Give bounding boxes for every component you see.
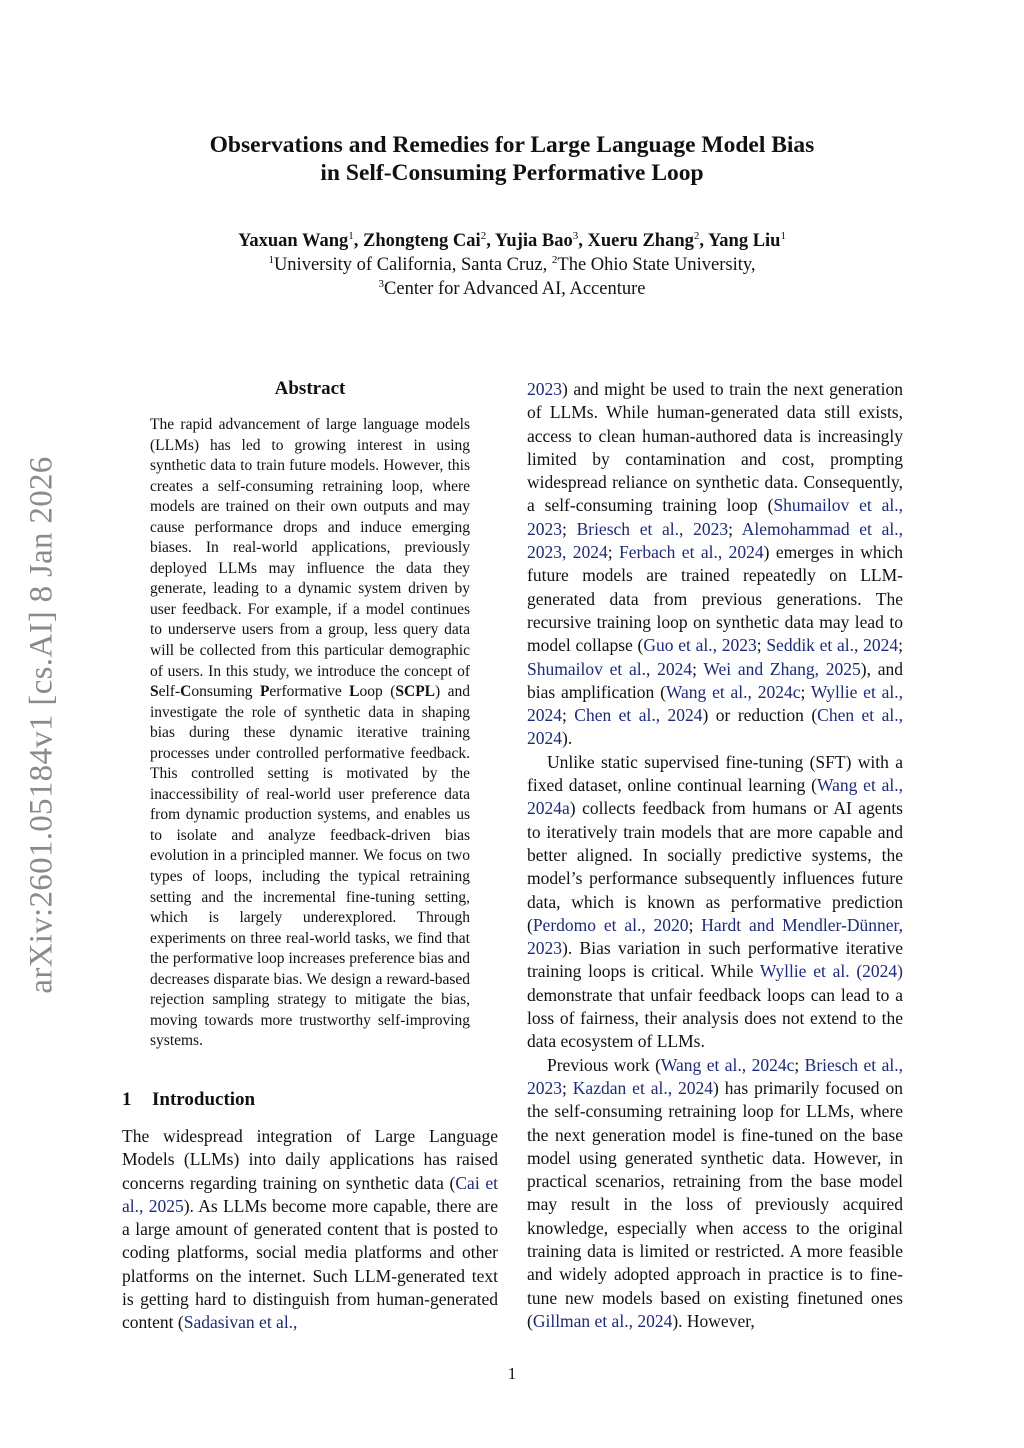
text-run: ;: [756, 635, 767, 656]
affiliation-number: 3: [378, 277, 385, 290]
author-name: Xueru Zhang: [587, 231, 694, 251]
text-run: ) and investigate the role of synthetic data in shaping bias during these dynamic iterative training processes under controlled performative feedback. This controlled setting is motivated by the inaccessibility of real-world user preference data from dynamic production systems, and enables us to isolate and analyze feedback-driven bias evolution in a principled manner. We focus on two types of loops, including the typical retraining setting and the incremental fine-tuning setting, which is largely underexplored. Through experiments on three real-world tasks, we find that the performative loop increases preference bias and decreases disparate bias. We design a reward-based rejection sampling strategy to mitigate the bias, moving towards more trustworthy self-improving systems.: [150, 683, 471, 1050]
citation-link[interactable]: Chen et al., 2024: [574, 705, 703, 726]
citation-link[interactable]: Wei and Zhang, 2025: [703, 658, 861, 679]
citation-link[interactable]: Gillman et al., 2024: [532, 1310, 673, 1331]
paper-title: [0, 131, 1024, 187]
affiliations-line-2: [0, 277, 1024, 301]
bold-text: C: [180, 683, 192, 701]
text-run: ;: [728, 518, 742, 539]
text-run: ) collects feedback from humans or AI agents to iteratively train models that are more capable and better aligned. In socially predictive systems, the model’s performance subsequently influences future data, which is known as performative prediction (: [527, 798, 903, 935]
citation-link[interactable]: Wang et al., 2024c: [660, 1054, 795, 1075]
text-run: elf-: [158, 683, 181, 701]
citation-link[interactable]: Wyllie et al., 2024: [527, 681, 903, 726]
paragraph: [527, 751, 903, 1054]
author-list: [0, 229, 1024, 253]
text-run: ). However,: [672, 1310, 755, 1331]
title-line-2: in Self-Consuming Performative Loop: [320, 160, 704, 186]
citation-link[interactable]: Cai et al., 2025: [122, 1172, 498, 1216]
author-name: Zhongteng Cai: [362, 231, 481, 251]
citation-link[interactable]: Shumailov et al., 2023: [527, 495, 903, 539]
affiliation-text: University of California, Santa Cruz,: [273, 255, 552, 275]
citation-link[interactable]: Guo et al., 2023: [643, 635, 757, 656]
text-run: onsuming: [191, 683, 260, 701]
author-separator: ,: [353, 231, 363, 251]
section-number: 1: [122, 1089, 132, 1110]
right-column-text: [527, 378, 903, 1333]
citation-link[interactable]: Perdomo et al., 2020: [532, 914, 689, 935]
citation-link[interactable]: Ferbach et al., 2024: [619, 542, 764, 563]
author-name: Yang Liu: [707, 231, 781, 251]
text-run: The widespread integration of Large Language Models (LLMs) into daily applications has raised concerns regarding training on synthetic data (: [122, 1126, 498, 1193]
text-run: oop (: [359, 683, 396, 701]
text-run: ) emerges in which future models are trained repeatedly on LLM-generated data from previous generations. The recursive training loop on synthetic data may lead to model collapse (: [527, 542, 903, 656]
author-separator: ,: [699, 231, 708, 251]
abstract-body: [150, 415, 470, 1052]
text-run: ;: [562, 705, 575, 726]
text-run: Previous work (: [547, 1054, 661, 1075]
text-run: ). Bias variation in such performative iterative training loops is critical. While: [527, 938, 903, 982]
arxiv-identifier: arXiv:2601.05184v1 [cs.AI] 8 Jan 2026: [23, 456, 60, 994]
affiliation-number: 2: [551, 253, 558, 266]
affiliation-marker: 1: [780, 229, 786, 242]
citation-link[interactable]: Shumailov et al., 2024: [527, 658, 693, 679]
citation-link[interactable]: Briesch et al., 2023: [576, 518, 729, 539]
text-run: ) and might be used to train the next generation of LLMs. While human-generated data still exists, access to clean human-authored data is increasingly limited by contamination and cost, prompting widespread reliance on synthetic data. Consequently, a self-consuming training loop (: [527, 379, 903, 516]
introduction-body: [122, 1125, 498, 1335]
text-run: demonstrate that unfair feedback loops can lead to a loss of fairness, their analysis does not extend to the data ecosystem of LLMs.: [527, 984, 903, 1052]
citation-link[interactable]: Seddik et al., 2024: [766, 635, 899, 656]
bold-text: L: [349, 683, 360, 701]
citation-link[interactable]: Wang et al., 2024a: [527, 775, 903, 819]
text-run: Unlike static supervised fine-tuning (SFT) with a fixed dataset, online continual learning (: [527, 751, 903, 796]
author-separator: ,: [486, 231, 495, 251]
affiliations-line-1: [0, 253, 1024, 277]
text-run: The rapid advancement of large language models (LLMs) has led to growing interest in using synthetic data to train future models. However, this creates a self-consuming retraining loop, where models are trained on their own outputs and may cause performance drops and induce emerging biases. In real-world applications, previously deployed LLMs may influence the data they generate, leading to a dynamic system driven by user feedback. For example, if a model continues to underserve users from a group, less query data will be collected from this particular demographic of users. In this study, we introduce the concept of: [150, 416, 470, 680]
abstract-heading: Abstract: [274, 378, 346, 399]
citation-link[interactable]: Sadasivan et al.,: [183, 1312, 298, 1333]
affiliation-number: 1: [268, 253, 274, 266]
text-run: ;: [800, 681, 811, 702]
bold-text: SCPL: [395, 683, 436, 701]
bold-text: S: [150, 683, 159, 701]
affiliation-marker: 3: [572, 229, 579, 242]
paragraph: [527, 378, 903, 751]
text-run: ;: [794, 1054, 805, 1075]
text-run: ) or reduction (: [702, 705, 818, 726]
citation-link[interactable]: Chen et al., 2024: [527, 705, 903, 749]
citation-link[interactable]: Wang et al., 2024c: [665, 681, 801, 702]
text-run: erformative: [269, 683, 350, 701]
page-number: 1: [507, 1364, 517, 1383]
section-heading-introduction: [122, 1089, 255, 1111]
text-run: ;: [562, 1077, 573, 1098]
author-name: Yujia Bao: [494, 231, 573, 251]
citation-link[interactable]: Briesch et al., 2023: [527, 1054, 903, 1098]
citation-link[interactable]: Alemohammad et al., 2023, 2024: [527, 518, 903, 563]
citation-link[interactable]: Hardt and Mendler-Dünner, 2023: [527, 914, 903, 959]
text-run: ;: [607, 542, 620, 563]
citation-link[interactable]: Wyllie et al. (2024): [759, 961, 903, 982]
affiliation-text: The Ohio State University,: [557, 255, 756, 275]
citation-link[interactable]: 2023: [527, 379, 562, 399]
author-name: Yaxuan Wang: [238, 231, 349, 251]
arxiv-sidebar: [22, 440, 62, 1010]
text-run: ).: [562, 728, 573, 749]
bold-text: P: [259, 683, 270, 701]
text-run: ;: [898, 635, 903, 656]
section-title: Introduction: [152, 1089, 256, 1110]
title-line-1: Observations and Remedies for Large Language Model Bias: [209, 132, 815, 158]
affiliation-text: Center for Advanced AI, Accenture: [384, 279, 646, 299]
affiliation-marker: 1: [348, 229, 354, 242]
author-block: [0, 229, 1024, 301]
text-run: ). As LLMs become more capable, there are a large amount of generated content that is posted to coding platforms, social media platforms and other platforms on the internet. Such LLM-generated text is getting hard to distinguish from human-generated content (: [122, 1195, 498, 1333]
text-run: ;: [688, 914, 702, 935]
text-run: ;: [692, 658, 704, 679]
citation-link[interactable]: Kazdan et al., 2024: [572, 1077, 714, 1098]
affiliation-marker: 2: [693, 229, 700, 242]
text-run: ;: [562, 518, 577, 539]
text-run: ) has primarily focused on the self-consuming retraining loop for LLMs, where the next generation model is fine-tuned on the base model using generated synthetic data. However, in practical scenarios, retraining from the base model may result in the loss of previously acquired knowledge, especially when access to the original training data is limited or restricted. A more feasible and widely adopted approach in practice is to fine-tune new models based on existing finetuned ones (: [527, 1077, 903, 1331]
author-separator: ,: [578, 231, 588, 251]
affiliation-marker: 2: [480, 229, 487, 242]
paragraph: [527, 1054, 903, 1334]
text-run: ), and bias amplification (: [527, 658, 903, 702]
